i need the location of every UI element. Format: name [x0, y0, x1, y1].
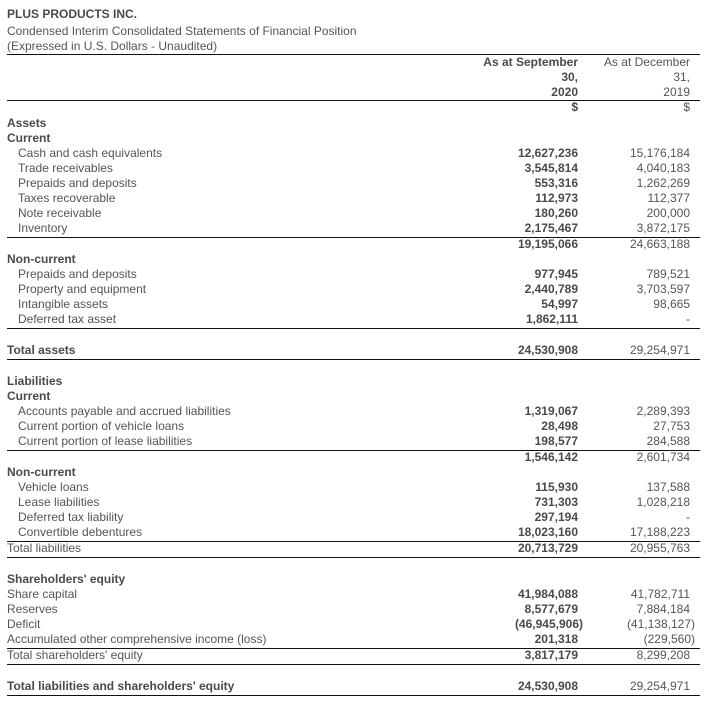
value-2020: 19,195,066: [517, 237, 578, 251]
row-label: Total liabilities and shareholders' equity: [7, 679, 235, 693]
value-2019: 1,262,269: [636, 176, 690, 190]
value-2020: (46,945,906): [514, 617, 583, 631]
value-2020: 553,316: [534, 176, 578, 190]
total-row-assets: [0, 343, 726, 358]
value-2020: 2,175,467: [524, 221, 578, 235]
value-2020: 24,530,908: [517, 679, 578, 693]
row-label: Taxes recoverable: [18, 191, 116, 205]
column-header-2019: [580, 55, 690, 100]
value-2019: 112,377: [647, 191, 690, 205]
value-2020: 24,530,908: [517, 343, 578, 357]
row-label: Deferred tax asset: [18, 312, 117, 326]
table-row: [0, 480, 726, 495]
row-label: Trade receivables: [18, 161, 113, 175]
row-label: Prepaids and deposits: [18, 267, 137, 281]
value-2019: 15,176,184: [629, 146, 690, 160]
value-2020: 201,318: [534, 632, 578, 646]
table-row: [0, 617, 726, 632]
row-label: Inventory: [18, 221, 68, 235]
row-label: Assets: [7, 116, 47, 130]
column-header-2020: [438, 55, 578, 100]
value-2020: 1,862,111: [525, 312, 578, 326]
value-2020: 3,545,814: [524, 161, 578, 175]
table-row: [0, 146, 726, 161]
value-2019: 200,000: [646, 206, 690, 220]
total-rule: [7, 359, 700, 360]
value-2020: 198,577: [534, 434, 578, 448]
row-label: Total assets: [7, 343, 76, 357]
row-label: Non-current: [7, 252, 76, 266]
value-2019: 7,884,184: [636, 602, 690, 616]
column-header-2019-line3: 2019: [663, 85, 690, 99]
value-2019: 2,601,734: [636, 450, 690, 464]
table-row: [0, 434, 726, 449]
table-row: [0, 161, 726, 176]
value-2019: 27,753: [653, 419, 690, 433]
company-name: PLUS PRODUCTS INC.: [7, 7, 138, 21]
table-row: [0, 312, 726, 327]
value-2020: 2,440,789: [524, 282, 578, 296]
table-row: [0, 282, 726, 297]
table-row: [0, 206, 726, 221]
value-2019: 24,663,188: [629, 237, 690, 251]
row-label: Total liabilities: [7, 541, 82, 555]
value-2019: -: [686, 510, 690, 524]
table-row: [0, 602, 726, 617]
row-label: Intangible assets: [18, 297, 109, 311]
value-2020: 41,984,088: [517, 587, 578, 601]
column-header-2019-line1: As at December: [603, 55, 690, 69]
statement-title: Condensed Interim Consolidated Statements of Financial Position: [7, 24, 357, 38]
value-2020: 8,577,679: [524, 602, 578, 616]
table-row: [0, 419, 726, 434]
row-label: Reserves: [7, 602, 58, 616]
value-2020: 1,546,142: [524, 450, 578, 464]
section-heading-equity: [0, 572, 726, 587]
value-2019: 20,955,763: [629, 541, 690, 555]
column-header-2019-line2: 31,: [673, 70, 690, 84]
value-2019: 137,588: [646, 480, 690, 494]
table-row: [0, 191, 726, 206]
table-row: [0, 525, 726, 540]
table-row: [0, 297, 726, 312]
row-label: Deferred tax liability: [18, 510, 124, 524]
subtotal-row-current-liabilities: [0, 450, 726, 465]
value-2020: 297,194: [534, 510, 578, 524]
row-label: Liabilities: [7, 374, 63, 388]
value-2020: 3,817,179: [524, 648, 578, 662]
value-2020: 28,498: [541, 419, 578, 433]
table-row: [0, 267, 726, 282]
value-2019: 3,872,175: [636, 221, 690, 235]
value-2019: 4,040,183: [636, 161, 690, 175]
value-2020: 12,627,236: [517, 146, 578, 160]
table-row: [0, 495, 726, 510]
row-label: Cash and cash equivalents: [18, 146, 163, 160]
value-2019: 29,254,971: [629, 679, 690, 693]
value-2020: 20,713,729: [517, 541, 578, 555]
grand-total-row: [0, 679, 726, 694]
value-2019: -: [686, 312, 690, 326]
subsection-heading-noncurrent-liabilities: [0, 465, 726, 480]
value-2019: 98,665: [653, 297, 690, 311]
total-row-equity: [0, 648, 726, 663]
row-label: Current portion of lease liabilities: [18, 434, 193, 448]
value-2019: 41,782,711: [630, 587, 690, 601]
value-2020: 977,945: [534, 267, 578, 281]
value-2019: 29,254,971: [629, 343, 690, 357]
row-label: Current: [7, 131, 51, 145]
value-2019: 2,289,393: [636, 404, 690, 418]
grand-total-rule: [7, 695, 700, 696]
table-row: [0, 510, 726, 525]
table-row: [0, 632, 726, 647]
row-label: Convertible debentures: [18, 525, 143, 539]
value-2019: 17,188,223: [629, 525, 690, 539]
subtotal-row-current-assets: [0, 237, 726, 252]
table-row: [0, 404, 726, 419]
column-header-2020-line1: As at September: [483, 55, 578, 69]
value-2019: (229,560): [643, 632, 695, 646]
currency-2020: $: [571, 100, 578, 114]
row-label: Note receivable: [18, 206, 102, 220]
subsection-heading-noncurrent-assets: [0, 252, 726, 267]
table-row: [0, 176, 726, 191]
row-label: Deficit: [7, 617, 41, 631]
value-2020: 54,997: [541, 297, 578, 311]
value-2019: 284,588: [646, 434, 690, 448]
section-rule: [7, 328, 700, 329]
value-2020: 112,973: [535, 191, 578, 205]
total-rule: [7, 557, 700, 558]
value-2020: 18,023,160: [517, 525, 578, 539]
row-label: Accumulated other comprehensive income (loss): [7, 632, 267, 646]
total-row-liabilities: [0, 541, 726, 556]
value-2019: (41,138,127): [626, 617, 695, 631]
value-2019: 3,703,597: [636, 282, 690, 296]
column-header-2020-line2: 30,: [561, 70, 578, 84]
value-2019: 1,028,218: [636, 495, 690, 509]
value-2020: 115,930: [535, 480, 578, 494]
row-label: Current portion of vehicle loans: [18, 419, 185, 433]
row-label: Share capital: [7, 587, 78, 601]
value-2020: 731,303: [534, 495, 578, 509]
row-label: Accounts payable and accrued liabilities: [18, 404, 231, 418]
row-label: Current: [7, 389, 51, 403]
total-rule: [7, 664, 700, 665]
section-heading-assets: [0, 116, 726, 131]
row-label: Shareholders' equity: [7, 572, 126, 586]
statement-basis: (Expressed in U.S. Dollars - Unaudited): [7, 39, 218, 53]
currency-2019: $: [683, 100, 690, 114]
table-row: [0, 221, 726, 236]
row-label: Vehicle loans: [18, 480, 89, 494]
row-label: Non-current: [7, 465, 76, 479]
value-2020: 1,319,067: [524, 404, 578, 418]
row-label: Prepaids and deposits: [18, 176, 137, 190]
row-label: Total shareholders' equity: [7, 648, 143, 662]
value-2019: 8,299,208: [636, 648, 690, 662]
row-label: Lease liabilities: [18, 495, 100, 509]
table-row: [0, 587, 726, 602]
value-2019: 789,521: [646, 267, 690, 281]
value-2020: 180,260: [534, 206, 578, 220]
column-header-2020-line3: 2020: [551, 85, 578, 99]
subsection-heading-current-assets: [0, 131, 726, 146]
section-heading-liabilities: [0, 374, 726, 389]
row-label: Property and equipment: [18, 282, 147, 296]
subsection-heading-current-liabilities: [0, 389, 726, 404]
